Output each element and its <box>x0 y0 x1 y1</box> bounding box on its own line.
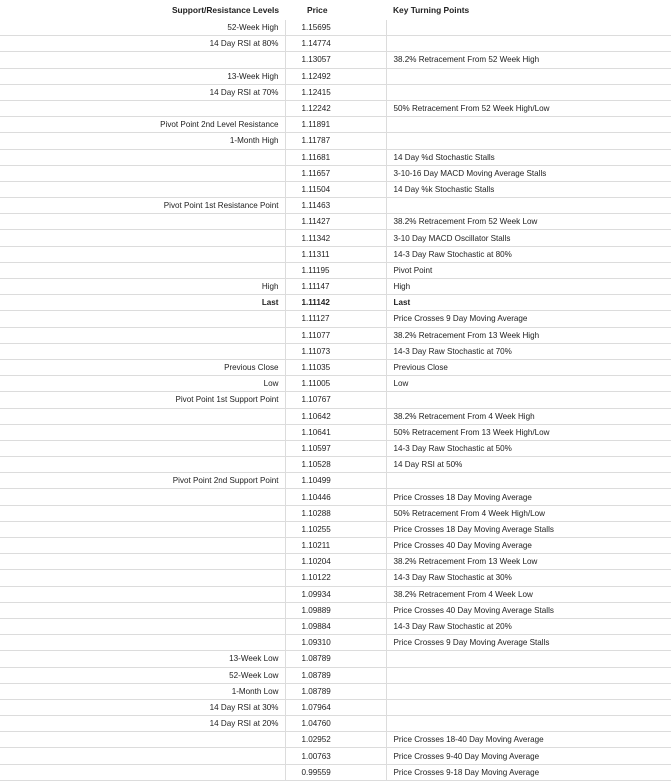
price-cell: 1.11311 <box>285 246 386 262</box>
turning-point-cell: 38.2% Retracement From 13 Week High <box>386 327 671 343</box>
price-cell: 1.11427 <box>285 214 386 230</box>
level-cell <box>0 586 285 602</box>
price-cell: 1.11005 <box>285 376 386 392</box>
level-cell <box>0 732 285 748</box>
turning-point-cell <box>386 716 671 732</box>
price-cell: 1.10641 <box>285 424 386 440</box>
table-row <box>0 68 671 84</box>
table-row <box>0 473 671 489</box>
level-cell <box>0 262 285 278</box>
level-cell: High <box>0 279 285 295</box>
turning-point-cell <box>386 473 671 489</box>
price-cell: 1.11073 <box>285 343 386 359</box>
price-cell: 1.10122 <box>285 570 386 586</box>
table-row <box>0 489 671 505</box>
turning-point-cell: 14-3 Day Raw Stochastic at 30% <box>386 570 671 586</box>
level-cell <box>0 100 285 116</box>
turning-point-cell: Price Crosses 9-18 Day Moving Average <box>386 764 671 780</box>
table-row <box>0 149 671 165</box>
level-cell <box>0 165 285 181</box>
price-cell: 1.07964 <box>285 699 386 715</box>
table-row <box>0 359 671 375</box>
table-row <box>0 538 671 554</box>
table-row <box>0 343 671 359</box>
turning-point-cell: Price Crosses 40 Day Moving Average Stalls <box>386 602 671 618</box>
turning-point-cell: 14-3 Day Raw Stochastic at 70% <box>386 343 671 359</box>
price-cell: 1.10767 <box>285 392 386 408</box>
table-row <box>0 84 671 100</box>
table-row <box>0 230 671 246</box>
turning-point-cell: Price Crosses 18 Day Moving Average Stalls <box>386 521 671 537</box>
price-cell: 1.14774 <box>285 36 386 52</box>
level-cell <box>0 764 285 780</box>
turning-point-cell: 50% Retracement From 52 Week High/Low <box>386 100 671 116</box>
table-row <box>0 262 671 278</box>
table-row <box>0 505 671 521</box>
price-cell: 1.10499 <box>285 473 386 489</box>
level-cell: Last <box>0 295 285 311</box>
turning-point-cell <box>386 667 671 683</box>
level-cell <box>0 538 285 554</box>
price-cell: 1.12492 <box>285 68 386 84</box>
header-price: Price <box>307 5 328 15</box>
price-cell: 1.11681 <box>285 149 386 165</box>
turning-point-cell: 14 Day %k Stochastic Stalls <box>386 181 671 197</box>
header-levels: Support/Resistance Levels <box>171 5 279 15</box>
price-cell: 1.09934 <box>285 586 386 602</box>
price-cell: 1.11657 <box>285 165 386 181</box>
level-cell: 1-Month High <box>0 133 285 149</box>
turning-point-cell: High <box>386 279 671 295</box>
price-cell: 1.12242 <box>285 100 386 116</box>
price-cell: 1.13057 <box>285 52 386 68</box>
turning-point-cell: 3-10 Day MACD Oscillator Stalls <box>386 230 671 246</box>
level-cell: 14 Day RSI at 80% <box>0 36 285 52</box>
table-row <box>0 311 671 327</box>
level-cell <box>0 408 285 424</box>
level-cell: Pivot Point 1st Resistance Point <box>0 198 285 214</box>
price-cell: 1.08789 <box>285 683 386 699</box>
price-cell: 1.09884 <box>285 618 386 634</box>
turning-point-cell: 14-3 Day Raw Stochastic at 80% <box>386 246 671 262</box>
turning-point-cell: 14-3 Day Raw Stochastic at 50% <box>386 440 671 456</box>
turning-point-cell <box>386 683 671 699</box>
level-cell <box>0 181 285 197</box>
turning-point-cell <box>386 133 671 149</box>
level-cell: 52-Week High <box>0 20 285 36</box>
turning-point-cell <box>386 117 671 133</box>
price-cell: 1.11035 <box>285 359 386 375</box>
table-row <box>0 52 671 68</box>
table-row <box>0 100 671 116</box>
level-cell <box>0 149 285 165</box>
table-row <box>0 117 671 133</box>
table-body <box>0 20 671 780</box>
table-row <box>0 618 671 634</box>
header-row <box>0 0 671 20</box>
price-cell: 1.00763 <box>285 748 386 764</box>
turning-point-cell: 38.2% Retracement From 13 Week Low <box>386 554 671 570</box>
table-row <box>0 651 671 667</box>
turning-point-cell <box>386 651 671 667</box>
table-row <box>0 295 671 311</box>
turning-point-cell: 50% Retracement From 4 Week High/Low <box>386 505 671 521</box>
level-cell: 1-Month Low <box>0 683 285 699</box>
level-cell <box>0 748 285 764</box>
price-cell: 1.10204 <box>285 554 386 570</box>
turning-point-cell <box>386 392 671 408</box>
turning-point-cell: Pivot Point <box>386 262 671 278</box>
turning-point-cell: 38.2% Retracement From 4 Week Low <box>386 586 671 602</box>
turning-point-cell: Price Crosses 40 Day Moving Average <box>386 538 671 554</box>
table-row <box>0 133 671 149</box>
level-cell <box>0 602 285 618</box>
level-cell <box>0 311 285 327</box>
level-cell <box>0 343 285 359</box>
level-cell <box>0 230 285 246</box>
level-cell <box>0 327 285 343</box>
level-cell <box>0 424 285 440</box>
table-row <box>0 748 671 764</box>
price-cell: 1.11127 <box>285 311 386 327</box>
turning-point-cell: 3-10-16 Day MACD Moving Average Stalls <box>386 165 671 181</box>
price-cell: 1.10288 <box>285 505 386 521</box>
level-cell <box>0 505 285 521</box>
turning-point-cell: Last <box>386 295 671 311</box>
turning-point-cell: 38.2% Retracement From 52 Week High <box>386 52 671 68</box>
turning-point-cell: 50% Retracement From 13 Week High/Low <box>386 424 671 440</box>
price-cell: 1.11195 <box>285 262 386 278</box>
level-cell: 14 Day RSI at 30% <box>0 699 285 715</box>
level-cell: 13-Week Low <box>0 651 285 667</box>
table-row <box>0 214 671 230</box>
table-row <box>0 667 671 683</box>
level-cell <box>0 554 285 570</box>
price-cell: 1.04760 <box>285 716 386 732</box>
price-cell: 1.08789 <box>285 651 386 667</box>
table-row <box>0 392 671 408</box>
turning-point-cell: Previous Close <box>386 359 671 375</box>
level-cell <box>0 521 285 537</box>
price-cell: 1.11077 <box>285 327 386 343</box>
level-cell <box>0 618 285 634</box>
table-row <box>0 181 671 197</box>
level-cell <box>0 440 285 456</box>
table-row <box>0 165 671 181</box>
price-cell: 1.11891 <box>285 117 386 133</box>
table-row <box>0 716 671 732</box>
header-turning-points: Key Turning Points <box>393 5 470 15</box>
price-cell: 1.10446 <box>285 489 386 505</box>
level-cell: Pivot Point 2nd Level Resistance <box>0 117 285 133</box>
table-row <box>0 732 671 748</box>
price-cell: 1.10642 <box>285 408 386 424</box>
table-row <box>0 408 671 424</box>
price-cell: 1.10528 <box>285 457 386 473</box>
turning-point-cell: 14-3 Day Raw Stochastic at 20% <box>386 618 671 634</box>
table-row <box>0 424 671 440</box>
price-cell: 1.02952 <box>285 732 386 748</box>
turning-point-cell <box>386 198 671 214</box>
price-cell: 1.10211 <box>285 538 386 554</box>
price-cell: 1.11463 <box>285 198 386 214</box>
level-cell: Pivot Point 1st Support Point <box>0 392 285 408</box>
turning-point-cell <box>386 68 671 84</box>
table-row <box>0 699 671 715</box>
table-row <box>0 602 671 618</box>
turning-point-cell <box>386 36 671 52</box>
table-row <box>0 36 671 52</box>
price-cell: 1.12415 <box>285 84 386 100</box>
level-cell <box>0 52 285 68</box>
turning-point-cell: Price Crosses 9 Day Moving Average Stalls <box>386 635 671 651</box>
level-cell: Pivot Point 2nd Support Point <box>0 473 285 489</box>
turning-point-cell: Low <box>386 376 671 392</box>
level-cell <box>0 489 285 505</box>
price-cell: 1.09889 <box>285 602 386 618</box>
turning-point-cell: Price Crosses 18-40 Day Moving Average <box>386 732 671 748</box>
price-cell: 1.11142 <box>285 295 386 311</box>
level-cell: 13-Week High <box>0 68 285 84</box>
level-cell: Low <box>0 376 285 392</box>
turning-point-cell: 38.2% Retracement From 52 Week Low <box>386 214 671 230</box>
price-cell: 1.11504 <box>285 181 386 197</box>
table-row <box>0 457 671 473</box>
turning-point-cell: 38.2% Retracement From 4 Week High <box>386 408 671 424</box>
table-row <box>0 327 671 343</box>
price-cell: 1.11342 <box>285 230 386 246</box>
table-row <box>0 440 671 456</box>
price-cell: 1.15695 <box>285 20 386 36</box>
table-row <box>0 683 671 699</box>
level-cell <box>0 246 285 262</box>
table-row <box>0 586 671 602</box>
level-cell: 14 Day RSI at 20% <box>0 716 285 732</box>
table-row <box>0 554 671 570</box>
table-row <box>0 521 671 537</box>
table-row <box>0 246 671 262</box>
table-row <box>0 764 671 780</box>
turning-point-cell: 14 Day RSI at 50% <box>386 457 671 473</box>
turning-point-cell: Price Crosses 9-40 Day Moving Average <box>386 748 671 764</box>
table-row <box>0 376 671 392</box>
price-cell: 1.10597 <box>285 440 386 456</box>
turning-point-cell: Price Crosses 18 Day Moving Average <box>386 489 671 505</box>
turning-point-cell: Price Crosses 9 Day Moving Average <box>386 311 671 327</box>
price-cell: 1.10255 <box>285 521 386 537</box>
level-cell <box>0 214 285 230</box>
table-row <box>0 20 671 36</box>
turning-point-cell <box>386 84 671 100</box>
price-cell: 1.11147 <box>285 279 386 295</box>
level-cell: 14 Day RSI at 70% <box>0 84 285 100</box>
table-row <box>0 635 671 651</box>
table-row <box>0 570 671 586</box>
level-cell <box>0 457 285 473</box>
turning-point-cell: 14 Day %d Stochastic Stalls <box>386 149 671 165</box>
turning-point-cell <box>386 20 671 36</box>
price-cell: 1.08789 <box>285 667 386 683</box>
level-cell <box>0 570 285 586</box>
price-cell: 0.99559 <box>285 764 386 780</box>
price-cell: 1.11787 <box>285 133 386 149</box>
level-cell <box>0 635 285 651</box>
price-cell: 1.09310 <box>285 635 386 651</box>
table-row <box>0 279 671 295</box>
turning-point-cell <box>386 699 671 715</box>
level-cell: Previous Close <box>0 359 285 375</box>
level-cell: 52-Week Low <box>0 667 285 683</box>
table-row <box>0 198 671 214</box>
